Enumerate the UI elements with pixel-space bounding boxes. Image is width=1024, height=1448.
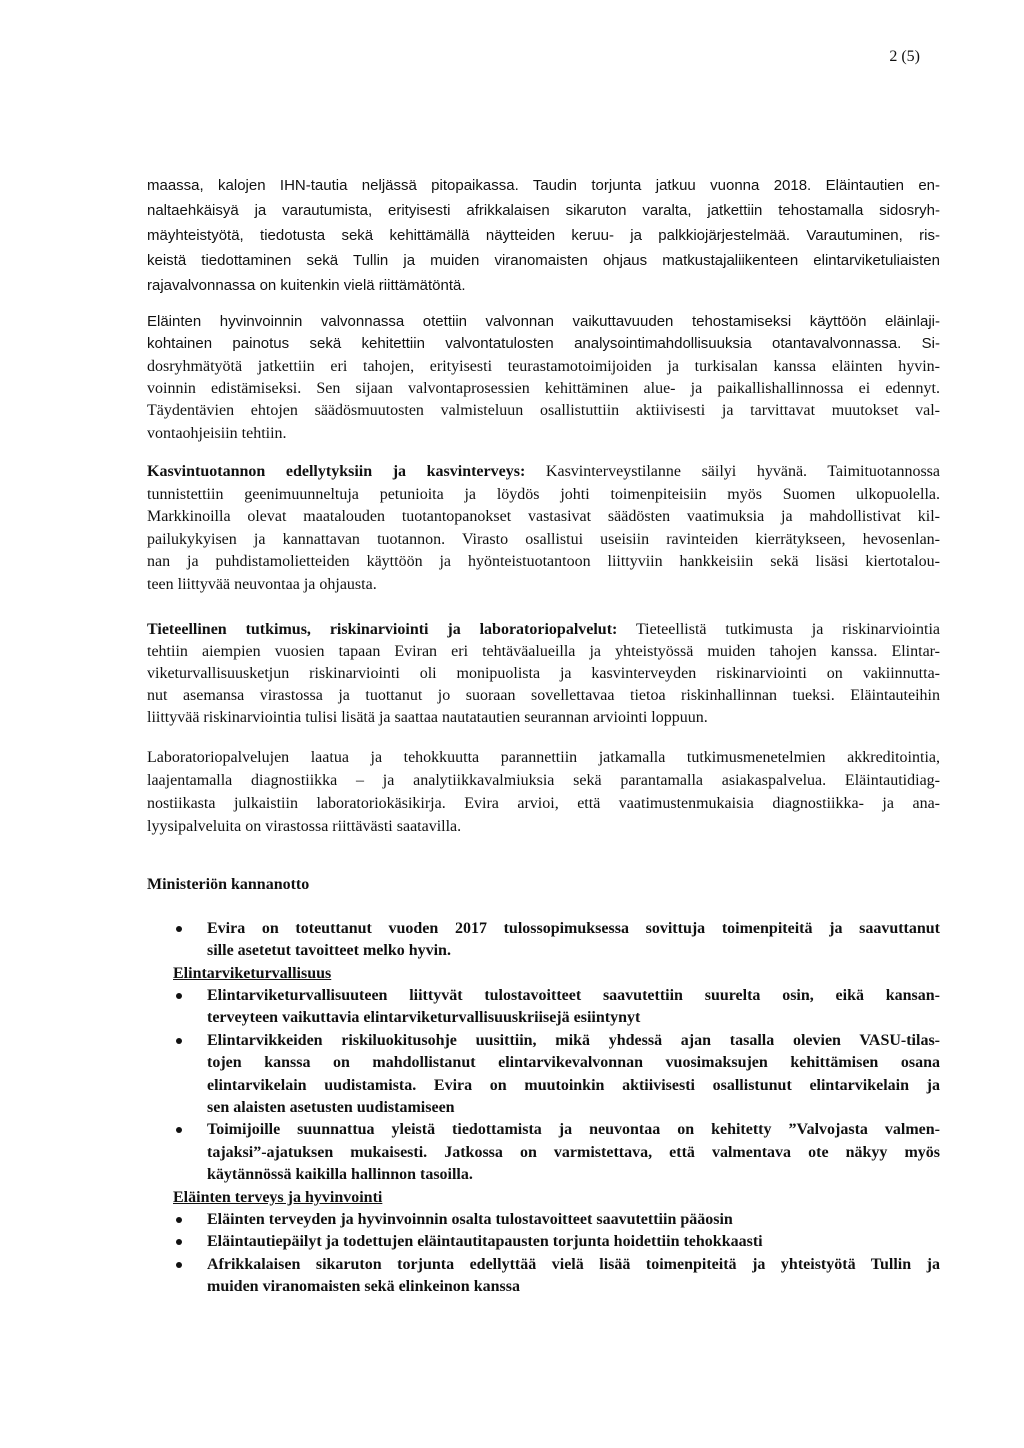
text-line: nut asemansa virastossa ja tuottanut jo suoraan sovellettavaa tietoa riskinhallinnan tueksi. Eläintauteihin <box>147 687 940 704</box>
text-line: muiden viranomaisten sekä elinkeinon kanssa <box>207 1278 520 1296</box>
text-line: Eläinten terveyden ja hyvinvoinnin osalta tulostavoitteet saavutettiin pääosin <box>207 1211 733 1229</box>
subsection-title-animal-health: Eläinten terveys ja hyvinvointi <box>173 1188 383 1206</box>
text-line <box>147 619 940 641</box>
text-line: sille asetetut tavoitteet melko hyvin. <box>207 942 451 960</box>
list-item <box>147 1254 940 1299</box>
text-line: tehtiin aiempien vuosien tapaan Eviran eri tehtäväalueilla ja yhteistyössä muiden tahojen kanssa. Elintar- <box>147 643 940 660</box>
list-item <box>147 985 940 1030</box>
text-line: käytännössä kaikilla hallinnon tasoilla. <box>207 1166 473 1184</box>
text-line: teen liittyvää neuvontaa ja ohjausta. <box>147 575 377 593</box>
text-line: vontaohjeisiin tehtiin. <box>147 424 287 442</box>
text-line: keistä tiedottaminen sekä Tullin ja muiden viranomaisten ohjaus matkustajaliikenteen elintarviketuliaisten <box>147 251 940 269</box>
text-line: Markkinoilla olevat maatalouden tuotantopanokset vastasivat säädösten vaatimuksia ja mahdollistivat kil- <box>147 508 940 526</box>
list-item <box>147 1209 940 1231</box>
bullet-icon <box>176 993 182 999</box>
text-line: terveyteen vaikuttavia elintarviketurvallisuuskriisejä esiintynyt <box>207 1009 641 1027</box>
text-line: voinnin edistämiseksi. Sen sijaan valvontaprosessien kehittäminen alue- ja paikallishallinnossa ei edennyt. <box>147 380 940 398</box>
text-line: Afrikkalaisen sikaruton torjunta edellyttää vielä lisää toimenpiteitä ja yhteistyötä Tullin ja <box>207 1255 940 1273</box>
list-item <box>147 1231 940 1253</box>
bullet-icon <box>176 1217 182 1223</box>
list-item <box>147 1119 940 1186</box>
subsection-title-food-safety: Elintarviketurvallisuus <box>173 964 332 982</box>
text-line: rajavalvonnassa on kuitenkin vielä riittämätöntä. <box>147 276 466 294</box>
text-line-content: Kasvinterveystilanne säilyi hyvänä. Taimituotannossa <box>545 463 941 480</box>
text-line: nan ja puhdistamolietteiden käyttöön ja hyönteistuotantoon liittyviin hankkeisiin sekä lisäsi kiertotalou- <box>147 553 940 571</box>
text-line: sen alaisten asetusten uudistamiseen <box>207 1099 455 1117</box>
text-line: naltaehkäisyä ja varautumista, erityisesti afrikkalaisen sikaruton varalta, jatkettiin tehostamalla sidosryh- <box>147 201 940 219</box>
section-lead-in: Kasvintuotannon edellytyksiin ja kasvinterveys: <box>147 463 526 480</box>
paragraph-3 <box>147 461 940 597</box>
statement-list <box>147 918 940 1299</box>
text-line: tajaksi”-ajatuksen mukaisesti. Jatkossa on varmistettava, että valmentava ote näkyy myös <box>207 1143 940 1161</box>
text-line: Eläinten hyvinvoinnin valvonnassa otettiin valvonnan vaikuttavuuden tehostamiseksi käyttöön eläinlaji- <box>147 312 940 330</box>
paragraph-2 <box>147 311 940 445</box>
text-line: pailukykyisen ja kannattavan tuotannon. Virasto osallistui useisiin ravinteiden kierrätykseen, hevosenlan- <box>147 530 940 548</box>
text-line-content: Tieteellistä tutkimusta ja riskinarviointia <box>635 621 940 638</box>
list-item <box>147 1030 940 1120</box>
paragraph-4 <box>147 619 940 729</box>
text-line: Elintarviketurvallisuuteen liittyvät tulostavoitteet saavutettiin suurelta osin, eikä kansan- <box>207 987 940 1005</box>
text-line: Eläintautiepäilyt ja todettujen eläintautitapausten torjunta hoidettiin tehokkaasti <box>207 1233 763 1251</box>
text-line: dosryhmätyötä jatkettiin eri tahojen, erityisesti teurastamotoimijoiden ja turkisalan kanssa eläinten hyvin- <box>147 357 940 375</box>
text-line: laajentamalla diagnostiikka – ja analytiikkavalmiuksia sekä parantamalla asiakaspalvelua. Eläintautidiag- <box>147 771 940 789</box>
text-line: viketurvallisuusketjun riskinarviointi oli monipuolista ja kasvinterveyden riskinarviointi on vakiinnutta- <box>147 665 940 682</box>
text-line: tojen kanssa on mahdollistanut elintarvikevalvonnan vuosimaksujen kehittämisen osana <box>207 1054 940 1072</box>
paragraph-1 <box>147 173 940 298</box>
text-line: Elintarvikkeiden riskiluokitusohje uusittiin, mikä yhdessä ajan tasalla olevien VASU-tilas- <box>207 1031 940 1049</box>
text-line: Toimijoille suunnattua yleistä tiedottamista ja neuvontaa on kehitetty ”Valvojasta valmen- <box>207 1121 940 1139</box>
text-line: nostiikasta julkaistiin laboratoriokäsikirja. Evira arvioi, että vaatimustenmukaisia diagnostiikka- ja ana- <box>147 794 940 812</box>
text-line: elintarvikelain uudistamista. Evira on muutoinkin aktiivisesti osallistunut elintarvikelain ja <box>207 1076 940 1094</box>
section-lead-in: Tieteellinen tutkimus, riskinarviointi ja laboratoriopalvelut: <box>147 621 618 638</box>
text-line: Evira on toteuttanut vuoden 2017 tulossopimuksessa sovittuja toimenpiteitä ja saavuttanut <box>207 919 940 937</box>
text-line: kohtainen painotus sekä kehitettiin valvontatulosten analysointimahdollisuuksia otantavalvonnassa. Si- <box>147 335 940 353</box>
bullet-icon <box>176 1239 182 1245</box>
text-line: mäyhteistyötä, tiedotusta sekä kehittämällä näytteiden keruu- ja palkkiojärjestelmää. Varautuminen, ris- <box>147 226 940 244</box>
paragraph-5 <box>147 746 940 838</box>
bullet-icon <box>176 1038 182 1044</box>
section-heading: Ministeriön kannanotto <box>147 876 310 893</box>
bullet-icon <box>176 926 182 932</box>
page-number: 2 (5) <box>889 48 920 65</box>
text-line: Täydentävien ehtojen säädösmuutosten valmisteluun osallistuttiin aktiivisesti ja tarvittavat muutokset val- <box>147 402 940 420</box>
bullet-icon <box>176 1127 182 1133</box>
text-line: tunnistettiin geenimuunneltuja petunioita ja löydös johti toimenpiteisiin myös Suomen ulkopuolella. <box>147 485 940 503</box>
list-item <box>147 918 940 963</box>
text-line: Laboratoriopalvelujen laatua ja tehokkuutta parannettiin jatkamalla tutkimusmenetelmien akkreditointia, <box>147 748 940 766</box>
text-line: liittyvää riskinarviointia tulisi lisätä ja saattaa nautatautien seurannan arviointi loppuun. <box>147 709 708 726</box>
text-line: maassa, kalojen IHN-tautia neljässä pitopaikassa. Taudin torjunta jatkuu vuonna 2018. Eläintautien en- <box>147 176 940 194</box>
bullet-icon <box>176 1262 182 1268</box>
text-line: lyysipalveluita on virastossa riittävästi saatavilla. <box>147 817 462 835</box>
text-line <box>147 461 940 484</box>
